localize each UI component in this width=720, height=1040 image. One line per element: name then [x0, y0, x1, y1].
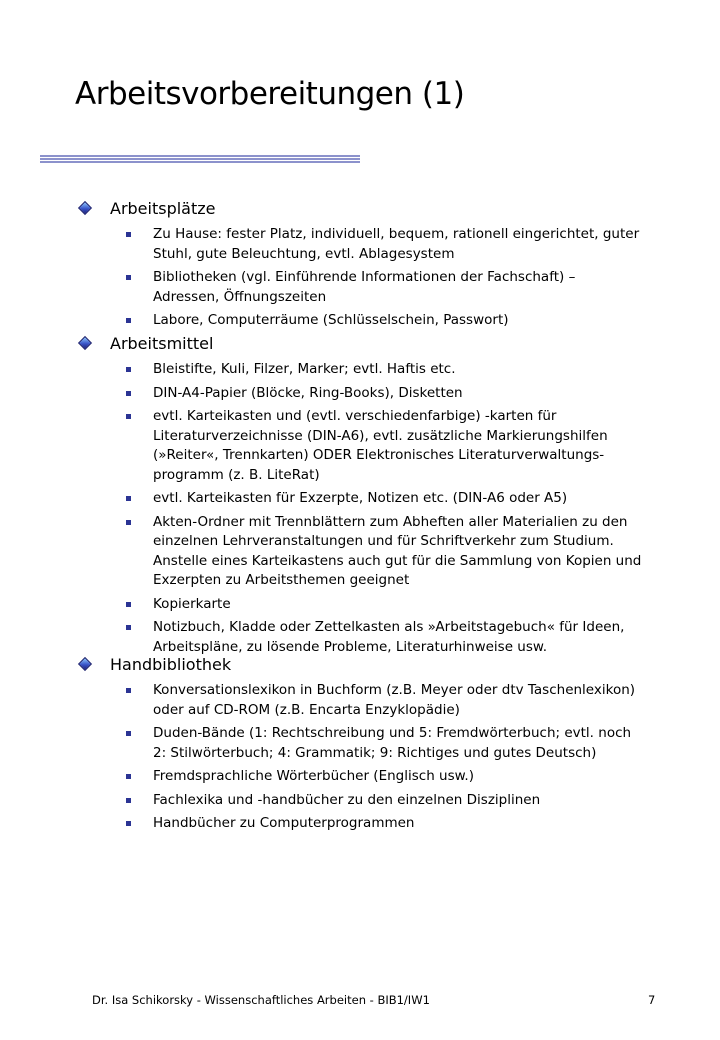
list-item [76, 724, 676, 763]
list-item [76, 513, 676, 591]
bullet-list [76, 225, 676, 331]
list-item [76, 268, 676, 307]
list-item-text: Handbücher zu Computerprogrammen [153, 815, 415, 831]
square-bullet-icon [126, 602, 131, 607]
list-item-text: Bibliotheken (vgl. Einführende Informationen der Fachschaft) – Adressen, Öffnungszeiten [153, 269, 576, 305]
list-item-text: Fremdsprachliche Wörterbücher (Englisch usw.) [153, 768, 474, 784]
section-label: Arbeitsplätze [110, 199, 216, 218]
list-item-text: Konversationslexikon in Buchform (z.B. Meyer oder dtv Taschenlexikon) oder auf CD-ROM (z.B. Encarta Enzyklopädie) [153, 682, 636, 718]
list-item-text: Labore, Computerräume (Schlüsselschein, Passwort) [153, 312, 509, 328]
section-label: Arbeitsmittel [110, 334, 214, 353]
section-heading [76, 655, 676, 677]
diamond-bullet-icon [78, 201, 92, 215]
list-item [76, 595, 676, 615]
square-bullet-icon [126, 625, 131, 630]
square-bullet-icon [126, 821, 131, 826]
list-item-text: Bleistifte, Kuli, Filzer, Marker; evtl. Haftis etc. [153, 361, 456, 377]
list-item [76, 618, 676, 657]
footer-text: Dr. Isa Schikorsky - Wissenschaftliches Arbeiten - BIB1/IW1 [92, 993, 430, 1007]
square-bullet-icon [126, 367, 131, 372]
title-underline [40, 155, 360, 164]
diamond-bullet-icon [78, 336, 92, 350]
bullet-list [76, 360, 676, 657]
list-item-text: evtl. Karteikasten und (evtl. verschiedenfarbige) -karten für Literaturverzeichnisse (DIN-A6), evtl. zusätzliche Markierungshilfen (»Reiter«, Trennkarten) ODER Elektronisches Literaturverwaltungs- programm (z. B. LiteRat) [153, 408, 608, 483]
square-bullet-icon [126, 520, 131, 525]
square-bullet-icon [126, 774, 131, 779]
square-bullet-icon [126, 275, 131, 280]
list-item [76, 311, 676, 331]
section-1 [76, 334, 676, 657]
square-bullet-icon [126, 798, 131, 803]
square-bullet-icon [126, 414, 131, 419]
bullet-list [76, 681, 676, 834]
list-item-text: Akten-Ordner mit Trennblättern zum Abheften aller Materialien zu den einzelnen Lehrveranstaltungen und für Schriftverkehr zum Studium. Anstelle eines Karteikastens auch gut für die Sammlung von Kopien und Exzerpten zu Arbeitsthemen geeignet [153, 513, 642, 588]
list-item-text: Duden-Bände (1: Rechtschreibung und 5: Fremdwörterbuch; evtl. noch 2: Stilwörterbuch; 4: Grammatik; 9: Richtiges und gutes Deutsch) [153, 725, 632, 761]
list-item-text: Fachlexika und -handbücher zu den einzelnen Disziplinen [153, 791, 541, 808]
square-bullet-icon [126, 391, 131, 396]
section-0 [76, 199, 676, 331]
section-heading [76, 199, 676, 221]
list-item-text: Notizbuch, Kladde oder Zettelkasten als »Arbeitstagebuch« für Ideen, Arbeitspläne, zu lösende Probleme, Literaturhinweise usw. [153, 619, 625, 655]
square-bullet-icon [126, 232, 131, 237]
square-bullet-icon [126, 496, 131, 501]
section-2 [76, 655, 676, 834]
list-item-text: evtl. Karteikasten für Exzerpte, Notizen etc. (DIN-A6 oder A5) [153, 490, 568, 506]
list-item [76, 407, 676, 485]
list-item-text: Zu Hause: fester Platz, individuell, bequem, rationell eingerichtet, guter Stuhl, gute Beleuchtung, evtl. Ablagesystem [153, 226, 640, 262]
page-number: 7 [648, 993, 656, 1007]
list-item [76, 681, 676, 720]
slide-title: Arbeitsvorbereitungen (1) [75, 76, 465, 112]
list-item-text: Kopierkarte [153, 595, 231, 612]
list-item [76, 489, 676, 509]
square-bullet-icon [126, 688, 131, 693]
list-item [76, 791, 676, 811]
square-bullet-icon [126, 318, 131, 323]
section-label: Handbibliothek [110, 655, 232, 674]
diamond-bullet-icon [78, 657, 92, 671]
list-item-text: DIN-A4-Papier (Blöcke, Ring-Books), Disketten [153, 384, 463, 401]
section-heading [76, 334, 676, 356]
square-bullet-icon [126, 731, 131, 736]
list-item [76, 814, 676, 834]
list-item [76, 360, 676, 380]
list-item [76, 384, 676, 404]
list-item [76, 767, 676, 787]
list-item [76, 225, 676, 264]
